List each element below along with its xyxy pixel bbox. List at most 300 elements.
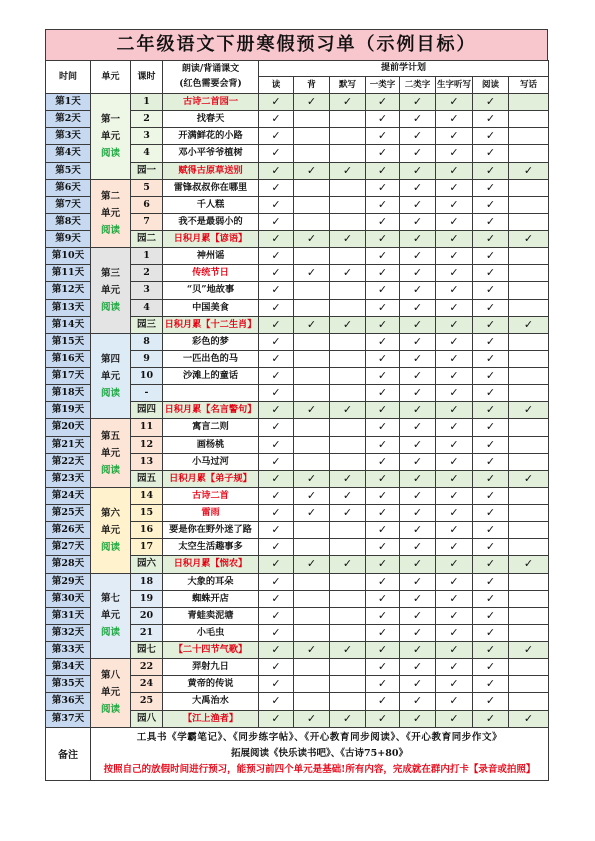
check-dictation [330, 453, 366, 470]
lesson-number: 园七 [131, 642, 163, 659]
lesson-number: 17 [131, 539, 163, 556]
check-writing [509, 282, 549, 299]
check-reading: ✓ [473, 436, 509, 453]
check-dictation [330, 145, 366, 162]
check-read: ✓ [259, 196, 294, 213]
day-cell: 第32天 [46, 624, 91, 641]
check-class1-chars: ✓ [366, 573, 400, 590]
day-cell: 第6天 [46, 179, 91, 196]
check-recite [294, 213, 330, 230]
check-dictation [330, 196, 366, 213]
check-word-dictation: ✓ [436, 94, 473, 111]
notes-section [46, 727, 549, 780]
check-reading: ✓ [473, 590, 509, 607]
check-class2-chars: ✓ [400, 94, 436, 111]
check-dictation: ✓ [330, 402, 366, 419]
notes-line-reminder: 按照自己的放假时间进行预习，能预习前四个单元是基础!所有内容，完成就在群内打卡【录音或拍照】 [103, 763, 536, 775]
check-writing [509, 196, 549, 213]
lesson-number: 9 [131, 350, 163, 367]
check-writing [509, 179, 549, 196]
check-reading: ✓ [473, 350, 509, 367]
check-word-dictation: ✓ [436, 624, 473, 641]
lesson-number: 16 [131, 522, 163, 539]
check-word-dictation: ✓ [436, 299, 473, 316]
plan-row [46, 659, 549, 676]
check-word-dictation: ✓ [436, 676, 473, 693]
check-read: ✓ [259, 179, 294, 196]
check-writing [509, 368, 549, 385]
day-cell: 第11天 [46, 265, 91, 282]
lesson-number: 24 [131, 676, 163, 693]
check-read: ✓ [259, 676, 294, 693]
day-cell: 第10天 [46, 248, 91, 265]
check-class2-chars: ✓ [400, 487, 436, 504]
check-dictation [330, 213, 366, 230]
study-plan-table [45, 60, 549, 781]
check-read: ✓ [259, 693, 294, 710]
header-plan: 提前学计划 [259, 61, 549, 77]
check-word-dictation: ✓ [436, 282, 473, 299]
check-word-dictation: ✓ [436, 487, 473, 504]
check-word-dictation: ✓ [436, 231, 473, 248]
check-read: ✓ [259, 453, 294, 470]
check-dictation [330, 607, 366, 624]
day-cell: 第19天 [46, 402, 91, 419]
check-reading: ✓ [473, 676, 509, 693]
check-class1-chars: ✓ [366, 316, 400, 333]
check-class1-chars: ✓ [366, 556, 400, 573]
check-word-dictation: ✓ [436, 419, 473, 436]
lesson-number: 2 [131, 111, 163, 128]
check-read: ✓ [259, 539, 294, 556]
check-recite [294, 436, 330, 453]
unit-word-label: 单元 [100, 370, 120, 382]
check-class2-chars: ✓ [400, 676, 436, 693]
check-word-dictation: ✓ [436, 693, 473, 710]
lesson-title: 千人糕 [163, 196, 259, 213]
lesson-number: 1 [131, 94, 163, 111]
header-recite: 背 [294, 77, 330, 94]
day-cell: 第17天 [46, 368, 91, 385]
lesson-title: 【二十四节气歌】 [163, 642, 259, 659]
lesson-number: 21 [131, 624, 163, 641]
day-cell: 第37天 [46, 710, 91, 727]
day-cell: 第21天 [46, 436, 91, 453]
plan-row [46, 573, 549, 590]
check-word-dictation: ✓ [436, 162, 473, 179]
lesson-number: 11 [131, 419, 163, 436]
unit-reading-label: 阅读 [100, 541, 120, 553]
check-writing [509, 539, 549, 556]
check-dictation [330, 590, 366, 607]
check-recite [294, 573, 330, 590]
check-class2-chars: ✓ [400, 385, 436, 402]
check-dictation: ✓ [330, 94, 366, 111]
table-header [46, 61, 549, 94]
check-writing [509, 573, 549, 590]
check-recite [294, 368, 330, 385]
check-writing [509, 265, 549, 282]
header-unit: 单元 [91, 61, 131, 94]
check-class1-chars: ✓ [366, 676, 400, 693]
check-dictation [330, 179, 366, 196]
header-time: 时间 [46, 61, 91, 94]
check-reading: ✓ [473, 265, 509, 282]
check-reading: ✓ [473, 179, 509, 196]
check-class2-chars: ✓ [400, 128, 436, 145]
check-class2-chars: ✓ [400, 470, 436, 487]
day-cell: 第27天 [46, 539, 91, 556]
notes-row [46, 727, 549, 780]
lesson-title: 【江上渔者】 [163, 710, 259, 727]
day-cell: 第8天 [46, 213, 91, 230]
lesson-number: 15 [131, 505, 163, 522]
unit-number-label: 第四 [100, 353, 120, 365]
check-class1-chars: ✓ [366, 710, 400, 727]
lesson-title: 赋得古原草送别 [163, 162, 259, 179]
check-read: ✓ [259, 505, 294, 522]
check-reading: ✓ [473, 128, 509, 145]
check-dictation [330, 299, 366, 316]
lesson-number: 2 [131, 265, 163, 282]
check-class2-chars: ✓ [400, 299, 436, 316]
check-dictation: ✓ [330, 265, 366, 282]
check-class2-chars: ✓ [400, 368, 436, 385]
lesson-title: 日积月累【名言警句】 [163, 402, 259, 419]
unit-number-label: 第三 [100, 267, 120, 279]
plan-row [46, 419, 549, 436]
lesson-number: 14 [131, 487, 163, 504]
check-class2-chars: ✓ [400, 693, 436, 710]
check-reading: ✓ [473, 162, 509, 179]
check-reading: ✓ [473, 333, 509, 350]
check-read: ✓ [259, 248, 294, 265]
check-read: ✓ [259, 282, 294, 299]
check-class2-chars: ✓ [400, 213, 436, 230]
unit-number-label: 第六 [100, 507, 120, 519]
check-class2-chars: ✓ [400, 590, 436, 607]
check-writing [509, 590, 549, 607]
check-class2-chars: ✓ [400, 419, 436, 436]
check-read: ✓ [259, 436, 294, 453]
check-reading: ✓ [473, 94, 509, 111]
lesson-number: 8 [131, 333, 163, 350]
check-word-dictation: ✓ [436, 350, 473, 367]
lesson-title: 雷锋叔叔你在哪里 [163, 179, 259, 196]
check-word-dictation: ✓ [436, 128, 473, 145]
check-read: ✓ [259, 607, 294, 624]
check-dictation: ✓ [330, 231, 366, 248]
check-read: ✓ [259, 213, 294, 230]
unit-number-label: 第八 [100, 670, 120, 682]
lesson-number: 25 [131, 693, 163, 710]
check-dictation [330, 573, 366, 590]
check-reading: ✓ [473, 642, 509, 659]
check-recite [294, 419, 330, 436]
check-recite [294, 128, 330, 145]
check-class1-chars: ✓ [366, 505, 400, 522]
lesson-title: 日积月累【谚语】 [163, 231, 259, 248]
lesson-title: 邓小平爷爷植树 [163, 145, 259, 162]
check-writing: ✓ [509, 402, 549, 419]
header-word-dictation: 生字听写 [436, 77, 473, 94]
lesson-title: 太空生活趣事多 [163, 539, 259, 556]
lesson-title: 古诗二首 [163, 487, 259, 504]
check-read: ✓ [259, 659, 294, 676]
check-read: ✓ [259, 556, 294, 573]
lesson-title: 沙滩上的童话 [163, 368, 259, 385]
check-class1-chars: ✓ [366, 213, 400, 230]
check-class1-chars: ✓ [366, 385, 400, 402]
check-class1-chars: ✓ [366, 607, 400, 624]
lesson-number: 园二 [131, 231, 163, 248]
check-reading: ✓ [473, 556, 509, 573]
notes-label: 备注 [46, 727, 91, 780]
day-cell: 第31天 [46, 607, 91, 624]
lesson-number: 3 [131, 282, 163, 299]
unit-word-label: 单元 [100, 284, 120, 296]
check-class2-chars: ✓ [400, 624, 436, 641]
check-writing [509, 522, 549, 539]
check-read: ✓ [259, 487, 294, 504]
unit-number-label: 第七 [100, 593, 120, 605]
day-cell: 第25天 [46, 505, 91, 522]
check-recite [294, 179, 330, 196]
check-read: ✓ [259, 642, 294, 659]
lesson-number: 园一 [131, 162, 163, 179]
unit-number-label: 第二 [100, 190, 120, 202]
check-recite: ✓ [294, 642, 330, 659]
check-reading: ✓ [473, 368, 509, 385]
check-word-dictation: ✓ [436, 111, 473, 128]
lesson-number: 1 [131, 248, 163, 265]
header-lesson-note: (红色需要会背) [179, 79, 242, 89]
check-read: ✓ [259, 573, 294, 590]
check-word-dictation: ✓ [436, 145, 473, 162]
check-read: ✓ [259, 333, 294, 350]
check-class2-chars: ✓ [400, 333, 436, 350]
lesson-title: 日积月累【弟子规】 [163, 470, 259, 487]
check-word-dictation: ✓ [436, 710, 473, 727]
lesson-title: 神州谣 [163, 248, 259, 265]
check-reading: ✓ [473, 522, 509, 539]
check-class1-chars: ✓ [366, 196, 400, 213]
check-recite [294, 693, 330, 710]
check-reading: ✓ [473, 573, 509, 590]
check-recite [294, 385, 330, 402]
check-class1-chars: ✓ [366, 145, 400, 162]
check-dictation: ✓ [330, 316, 366, 333]
check-read: ✓ [259, 710, 294, 727]
check-reading: ✓ [473, 453, 509, 470]
day-cell: 第36天 [46, 693, 91, 710]
check-writing [509, 333, 549, 350]
check-writing [509, 94, 549, 111]
check-read: ✓ [259, 265, 294, 282]
unit-word-label: 单元 [100, 207, 120, 219]
unit-word-label: 单元 [100, 687, 120, 699]
lesson-title: 古诗二首园一 [163, 94, 259, 111]
check-class2-chars: ✓ [400, 556, 436, 573]
check-read: ✓ [259, 128, 294, 145]
lesson-title: 寓言二则 [163, 419, 259, 436]
lesson-number: 3 [131, 128, 163, 145]
header-class1-chars: 一类字 [366, 77, 400, 94]
check-dictation [330, 419, 366, 436]
check-class2-chars: ✓ [400, 505, 436, 522]
check-recite: ✓ [294, 231, 330, 248]
check-recite: ✓ [294, 316, 330, 333]
check-read: ✓ [259, 419, 294, 436]
check-read: ✓ [259, 111, 294, 128]
check-read: ✓ [259, 145, 294, 162]
check-reading: ✓ [473, 196, 509, 213]
lesson-number: 园三 [131, 316, 163, 333]
check-class1-chars: ✓ [366, 539, 400, 556]
check-class2-chars: ✓ [400, 145, 436, 162]
check-reading: ✓ [473, 316, 509, 333]
unit-reading-label: 阅读 [100, 224, 120, 236]
check-dictation [330, 539, 366, 556]
check-reading: ✓ [473, 539, 509, 556]
lesson-title: 大禹治水 [163, 693, 259, 710]
check-dictation: ✓ [330, 642, 366, 659]
check-read: ✓ [259, 385, 294, 402]
lesson-number: 20 [131, 607, 163, 624]
unit-word-label: 单元 [100, 447, 120, 459]
check-recite [294, 590, 330, 607]
lesson-title: 中国美食 [163, 299, 259, 316]
check-word-dictation: ✓ [436, 453, 473, 470]
header-read: 读 [259, 77, 294, 94]
plan-row [46, 333, 549, 350]
check-writing [509, 453, 549, 470]
day-cell: 第34天 [46, 659, 91, 676]
lesson-number: 6 [131, 196, 163, 213]
check-class2-chars: ✓ [400, 248, 436, 265]
check-writing: ✓ [509, 556, 549, 573]
check-recite [294, 282, 330, 299]
check-recite [294, 299, 330, 316]
header-lesson-number: 课时 [131, 61, 163, 94]
check-recite: ✓ [294, 162, 330, 179]
check-class2-chars: ✓ [400, 642, 436, 659]
lesson-title: 开满鲜花的小路 [163, 128, 259, 145]
day-cell: 第18天 [46, 385, 91, 402]
notes-content [91, 727, 549, 780]
check-class2-chars: ✓ [400, 196, 436, 213]
check-class2-chars: ✓ [400, 179, 436, 196]
check-class1-chars: ✓ [366, 282, 400, 299]
check-word-dictation: ✓ [436, 573, 473, 590]
plan-row [46, 94, 549, 111]
check-word-dictation: ✓ [436, 385, 473, 402]
check-read: ✓ [259, 368, 294, 385]
check-dictation [330, 333, 366, 350]
lesson-number: - [131, 385, 163, 402]
check-reading: ✓ [473, 402, 509, 419]
check-dictation [330, 385, 366, 402]
check-class2-chars: ✓ [400, 265, 436, 282]
check-recite: ✓ [294, 402, 330, 419]
lesson-title: 青蛙卖泥塘 [163, 607, 259, 624]
check-dictation: ✓ [330, 470, 366, 487]
page-title: 二年级语文下册寒假预习单（示例目标） [45, 29, 548, 60]
unit-cell [91, 179, 131, 248]
day-cell: 第20天 [46, 419, 91, 436]
day-cell: 第26天 [46, 522, 91, 539]
check-dictation [330, 659, 366, 676]
check-word-dictation: ✓ [436, 248, 473, 265]
check-recite [294, 453, 330, 470]
day-cell: 第22天 [46, 453, 91, 470]
check-word-dictation: ✓ [436, 642, 473, 659]
unit-word-label: 单元 [100, 610, 120, 622]
plan-row [46, 487, 549, 504]
check-dictation [330, 522, 366, 539]
plan-row [46, 179, 549, 196]
check-class1-chars: ✓ [366, 231, 400, 248]
check-class1-chars: ✓ [366, 179, 400, 196]
day-cell: 第7天 [46, 196, 91, 213]
check-read: ✓ [259, 299, 294, 316]
lesson-title: 大象的耳朵 [163, 573, 259, 590]
check-class1-chars: ✓ [366, 522, 400, 539]
check-class2-chars: ✓ [400, 539, 436, 556]
check-read: ✓ [259, 350, 294, 367]
lesson-title: 蜘蛛开店 [163, 590, 259, 607]
lesson-number: 4 [131, 299, 163, 316]
unit-reading-label: 阅读 [100, 387, 120, 399]
lesson-title: 画杨桃 [163, 436, 259, 453]
lesson-title: 要是你在野外迷了路 [163, 522, 259, 539]
check-reading: ✓ [473, 213, 509, 230]
check-recite: ✓ [294, 556, 330, 573]
check-writing [509, 624, 549, 641]
check-word-dictation: ✓ [436, 368, 473, 385]
lesson-number: 10 [131, 368, 163, 385]
check-word-dictation: ✓ [436, 213, 473, 230]
check-writing: ✓ [509, 470, 549, 487]
check-reading: ✓ [473, 299, 509, 316]
lesson-number: 18 [131, 573, 163, 590]
lesson-number: 19 [131, 590, 163, 607]
check-class2-chars: ✓ [400, 316, 436, 333]
check-class2-chars: ✓ [400, 402, 436, 419]
check-read: ✓ [259, 94, 294, 111]
lesson-title: 黄帝的传说 [163, 676, 259, 693]
check-reading: ✓ [473, 659, 509, 676]
notes-line-extended-reading: 拓展阅读《快乐读书吧》、《古诗75+80》 [231, 747, 408, 759]
check-writing [509, 299, 549, 316]
unit-cell [91, 419, 131, 488]
lesson-title: 一匹出色的马 [163, 350, 259, 367]
check-writing [509, 659, 549, 676]
check-class1-chars: ✓ [366, 590, 400, 607]
check-recite: ✓ [294, 710, 330, 727]
check-dictation: ✓ [330, 487, 366, 504]
check-read: ✓ [259, 316, 294, 333]
check-word-dictation: ✓ [436, 505, 473, 522]
unit-cell [91, 94, 131, 180]
lesson-title: 日积月累【悯农】 [163, 556, 259, 573]
check-dictation [330, 350, 366, 367]
check-reading: ✓ [473, 385, 509, 402]
check-class2-chars: ✓ [400, 607, 436, 624]
check-class2-chars: ✓ [400, 522, 436, 539]
unit-reading-label: 阅读 [100, 704, 120, 716]
day-cell: 第14天 [46, 316, 91, 333]
